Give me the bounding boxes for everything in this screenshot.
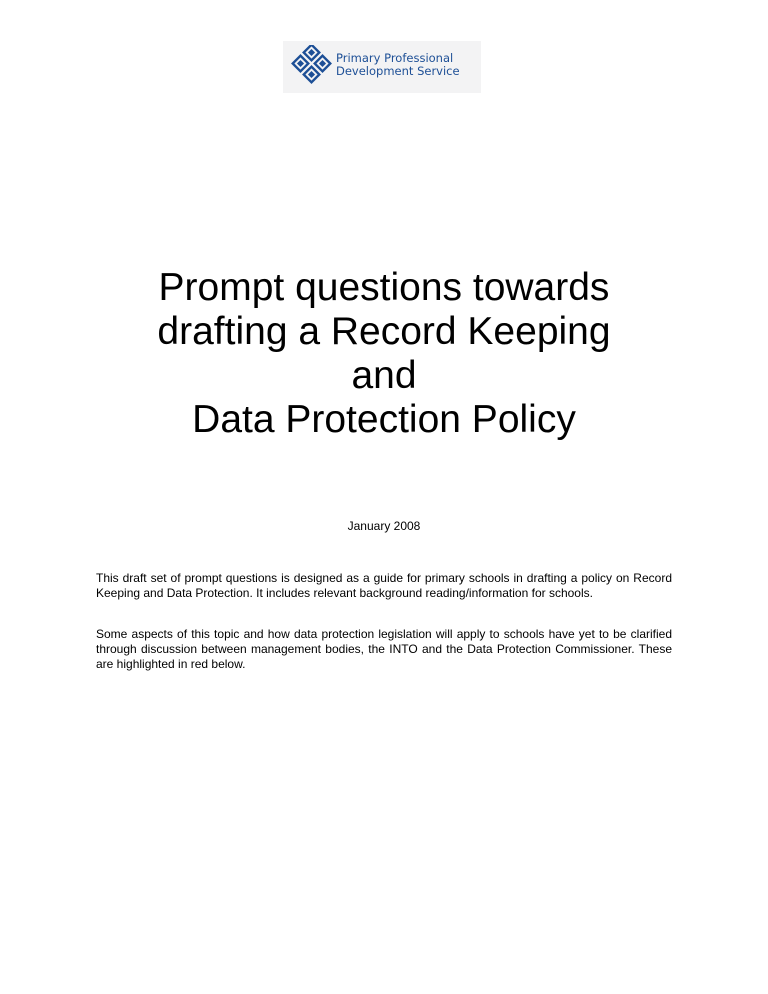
document-title — [0, 266, 768, 442]
logo-text-line-1: Primary Professional — [336, 51, 454, 65]
ppds-logo — [283, 41, 481, 93]
ppds-logo-icon — [289, 45, 335, 89]
logo-text — [336, 52, 460, 78]
document-date: January 2008 — [347, 519, 421, 533]
title-line-1: Prompt questions towards — [158, 266, 610, 309]
clarification-paragraph: Some aspects of this topic and how data protection legislation will apply to schools have yet to be clarified through discussion between management bodies, the INTO and the Data Protection Commissioner. These are highlighted in red below. — [96, 627, 672, 671]
title-line-4: Data Protection Policy — [192, 398, 576, 441]
title-line-3: and — [351, 354, 417, 397]
intro-paragraph: This draft set of prompt questions is designed as a guide for primary schools in drafting a policy on Record Keeping and Data Protection. It includes relevant background reading/information for schools. — [96, 571, 672, 600]
logo-text-line-2: Development Service — [336, 64, 460, 78]
title-line-2: drafting a Record Keeping — [157, 310, 611, 353]
